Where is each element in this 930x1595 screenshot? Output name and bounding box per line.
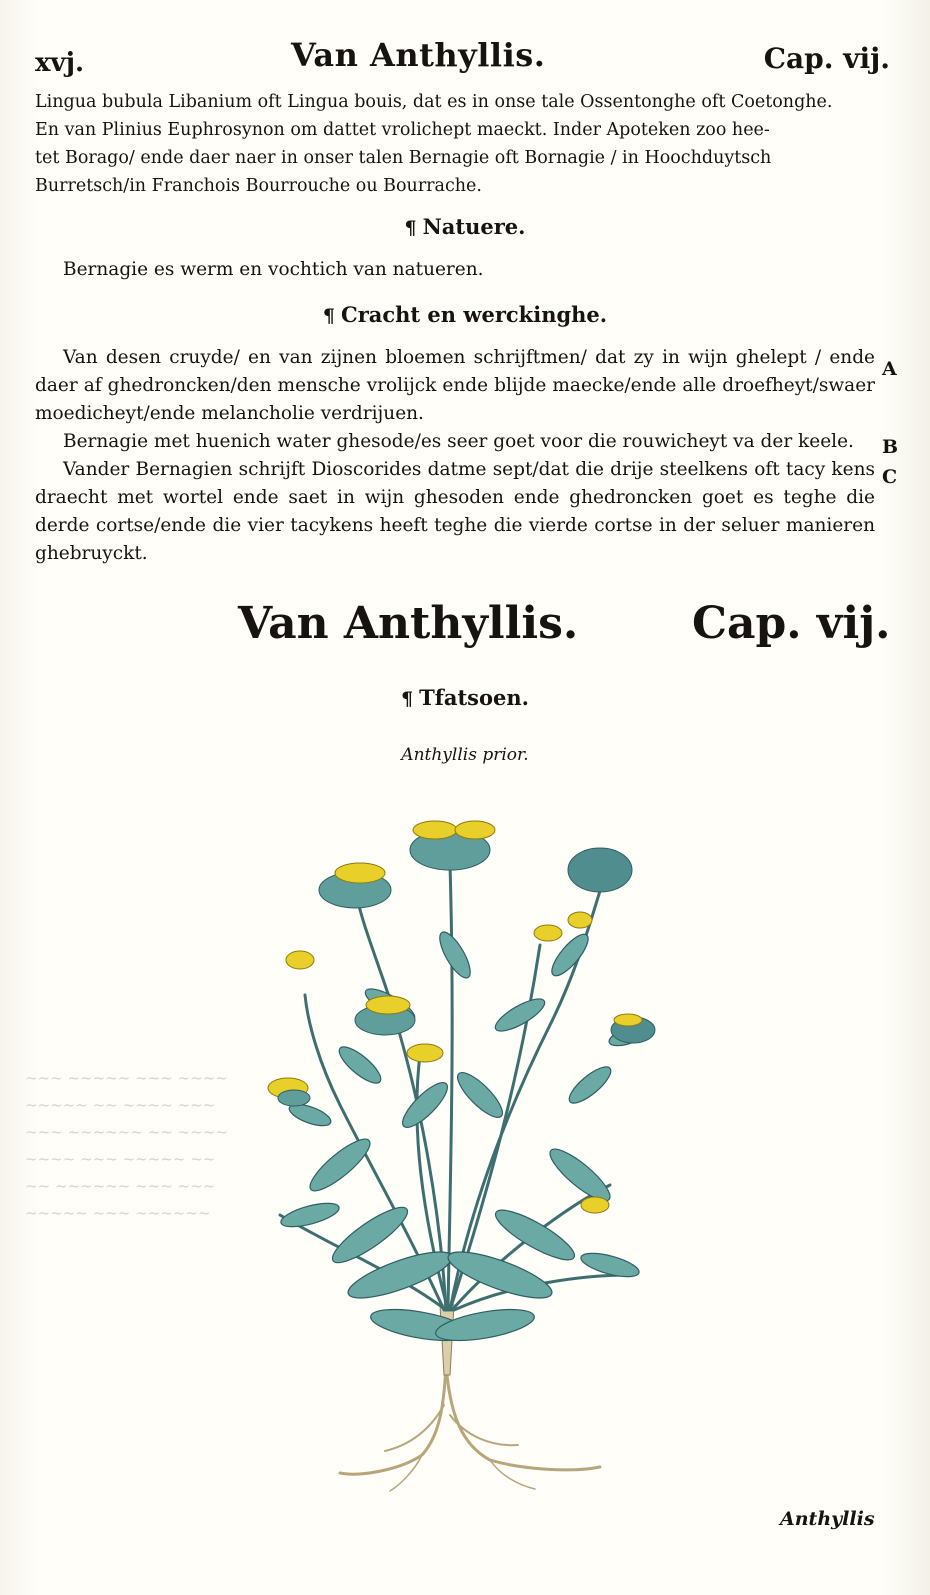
plant-illustration: [250, 805, 680, 1495]
heading-natuere: [0, 214, 930, 239]
power-paragraph-2: Bernagie met huenich water ghesode/es seer goet voor die rouwicheyt va der keele.: [63, 431, 854, 452]
heading-tfatsoen: [0, 685, 930, 710]
running-chapter-ref: Cap. vij.: [763, 42, 890, 75]
catchword: Anthyllis: [780, 1508, 875, 1530]
pilcrow-icon: ¶: [404, 217, 417, 239]
bleed-through-text: ~~~ ~~~~~ ~~~ ~~~~ ~~~~~ ~~ ~~~~ ~~~ ~~~ ~~~~~~ ~~ ~~~~ ~~~~ ~~~ ~~~~~ ~~ ~~ ~~~~~~ ~~~ ~~~ ~~~~~ ~~~ ~~~~~~: [25, 1069, 228, 1222]
power-paragraph-3: Vander Bernagien schrijft Dioscorides datme sept/dat die drije steelkens oft tacy kens draecht met wortel ende saet in wijn ghesoden ende ghedroncken goet es teghe die derde cortse/ende die vier tacykens heeft teghe die vierde cortse in der seluer manieren ghebruyckt.: [35, 459, 875, 564]
flower-head: [581, 1197, 609, 1213]
heading-text: Cracht en werckinghe.: [340, 302, 608, 327]
pilcrow-icon: ¶: [322, 305, 335, 327]
intro-line: tet Borago/ ende daer naer in onser talen Bernagie oft Bornagie / in Hoochduytsch: [35, 148, 772, 168]
power-paragraphs: [35, 344, 875, 568]
flower-head: [410, 821, 495, 870]
chapter-title-text: Van Anthyllis.: [238, 598, 579, 649]
intro-line: Lingua bubula Libanium oft Lingua bouis, dat es in onse tale Ossentonghe oft Coetonghe.: [35, 92, 833, 112]
flower-head: [407, 1044, 443, 1062]
margin-letter-a: A: [882, 358, 897, 380]
heading-cracht: [0, 302, 930, 327]
heading-text: Tfatsoen.: [419, 685, 529, 710]
flower-head: [534, 925, 562, 941]
intro-line: En van Plinius Euphrosynon om dattet vrolichept maeckt. Inder Apoteken zoo hee-: [35, 120, 770, 140]
flower-head: [286, 951, 314, 969]
flower-head: [568, 848, 632, 892]
roots: [340, 1365, 600, 1491]
folio-number: xvj.: [35, 48, 85, 78]
flower-head: [611, 1014, 655, 1043]
flower-head: [355, 996, 415, 1035]
power-paragraph-1: Van desen cruyde/ en van zijnen bloemen schrijftmen/ dat zy in wijn ghelept / ende daer af ghedroncken/den mensche vrolijck ende blijde maecke/ende alle droefheyt/swaer moedicheyt/ende melancholie verdrijuen.: [35, 347, 875, 424]
nature-text: Bernagie es werm en vochtich van natueren.: [63, 259, 484, 280]
margin-letter-c: C: [882, 466, 898, 488]
margin-letter-b: B: [882, 436, 899, 458]
heading-text: Natuere.: [422, 214, 526, 239]
running-header: [35, 36, 890, 86]
flower-head: [319, 863, 391, 908]
nature-paragraph: [35, 256, 875, 284]
flower-heads: [268, 821, 655, 1213]
pilcrow-icon: ¶: [401, 688, 414, 710]
intro-paragraph: [35, 88, 875, 200]
chapter-number: Cap. vij.: [692, 598, 891, 649]
leaves: [279, 928, 654, 1347]
latin-caption: Anthyllis prior.: [401, 745, 529, 765]
intro-line: Burretsch/in Franchois Bourrouche ou Bourrache.: [35, 176, 482, 196]
chapter-title: [0, 598, 930, 668]
running-title: Van Anthyllis.: [291, 36, 546, 74]
flower-head: [268, 1078, 310, 1106]
flower-head: [568, 912, 592, 928]
